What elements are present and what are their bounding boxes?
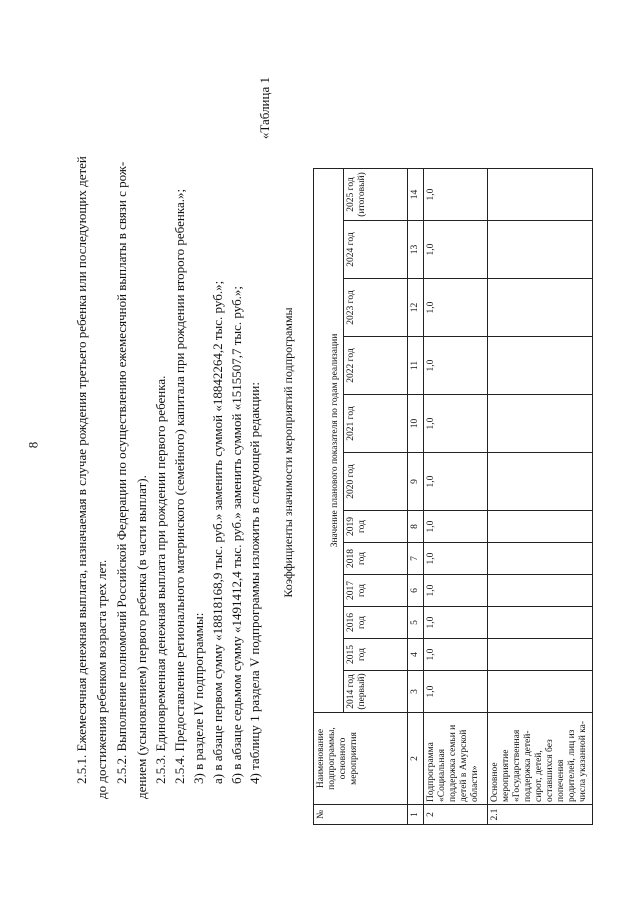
paragraph: 2.5.2. Выполнение полномочий Российской Федерации по осуществлению ежемесячной выплаты в связи с рож- [114,161,129,784]
row-value: 1,0 [424,511,488,543]
header-group: Значение планового показателя по годам реализации [314,169,344,713]
column-number: 9 [408,453,424,511]
header-year: 2022 год [344,337,408,395]
header-year: 2020 год [344,453,408,511]
row-value: 1,0 [424,607,488,639]
row-name: Подпрограмма «Социальная поддержка семьи и детей в Амурской области» [424,713,488,805]
row-value: 1,0 [424,575,488,607]
header-year: 2014 год (первый) [344,671,408,713]
table-label: «Таблица 1 [257,77,272,140]
column-number: 12 [408,279,424,337]
column-number: 1 [408,805,424,825]
column-number: 14 [408,169,424,221]
paragraph: 3) в разделе IV подпрограммы: [191,612,206,784]
row-value [488,453,593,511]
row-value [488,543,593,575]
row-value [488,279,593,337]
column-number: 13 [408,221,424,279]
paragraph: дением (усыновлением) первого ребенка (в части выплат). [134,475,149,799]
table-title: Коэффициенты значимости мероприятий подпрограммы [281,307,295,598]
row-value [488,511,593,543]
table-row [488,169,593,825]
header-year: 2018 год [344,543,408,575]
page-number: 8 [25,441,41,449]
header-year: 2023 год [344,279,408,337]
column-number: 6 [408,575,424,607]
header-name: Наименование подпрограммы, основного мероприятия [314,713,408,805]
column-number: 2 [408,713,424,805]
row-value: 1,0 [424,543,488,575]
column-number: 5 [408,607,424,639]
row-value [488,575,593,607]
row-value: 1,0 [424,395,488,453]
column-number: 8 [408,511,424,543]
paragraph: б) в абзаце седьмом сумму «1491412,4 тыс. руб.» заменить суммой «1515507,7 тыс. руб.»; [229,285,244,784]
header-year: 2016 год [344,607,408,639]
row-value [488,671,593,713]
header-year: 2021 год [344,395,408,453]
row-value: 1,0 [424,221,488,279]
column-number: 3 [408,671,424,713]
header-no: № [314,805,408,825]
row-value [488,607,593,639]
header-year: 2017 год [344,575,408,607]
column-number: 7 [408,543,424,575]
table-row [424,169,488,825]
paragraph: 2.5.4. Предоставление регионального материнского (семейного) капитала при рождении второго ребенка.»; [172,188,187,784]
row-no: 2 [424,805,488,825]
row-value [488,395,593,453]
header-year: 2024 год [344,221,408,279]
header-year: 2025 год (итоговый) [344,169,408,221]
row-value: 1,0 [424,169,488,221]
indicator-table [313,168,593,825]
row-value: 1,0 [424,279,488,337]
paragraph: до достижения ребенком возраста трех лет. [94,559,109,799]
row-value: 1,0 [424,639,488,671]
paragraph: а) в абзаце первом сумму «18818168,9 тыс. руб.» заменить суммой «18842264,2 тыс. руб.»; [210,280,225,784]
row-no: 2.1 [488,805,593,825]
row-value: 1,0 [424,337,488,395]
paragraph: 4) таблицу 1 раздела V подпрограммы изложить в следующей редакции: [247,382,262,784]
column-number: 10 [408,395,424,453]
header-year: 2019 год [344,511,408,543]
column-number: 11 [408,337,424,395]
row-value [488,169,593,221]
row-name: Основное мероприятие «Государственная поддержка детей-сирот, детей, оставшихся без попечения родителей, лиц из числа указанной ка- [488,713,593,805]
row-value [488,639,593,671]
paragraph: 2.5.3. Единовременная денежная выплата при рождении первого ребенка. [153,375,168,784]
row-value: 1,0 [424,453,488,511]
numbering-row [408,169,424,825]
row-value: 1,0 [424,671,488,713]
column-number: 4 [408,639,424,671]
row-value [488,337,593,395]
paragraph: 2.5.1. Ежемесячная денежная выплата, назначаемая в случае рождения третьего ребенка или последующих детей [74,156,89,784]
header-year: 2015 год [344,639,408,671]
row-value [488,221,593,279]
